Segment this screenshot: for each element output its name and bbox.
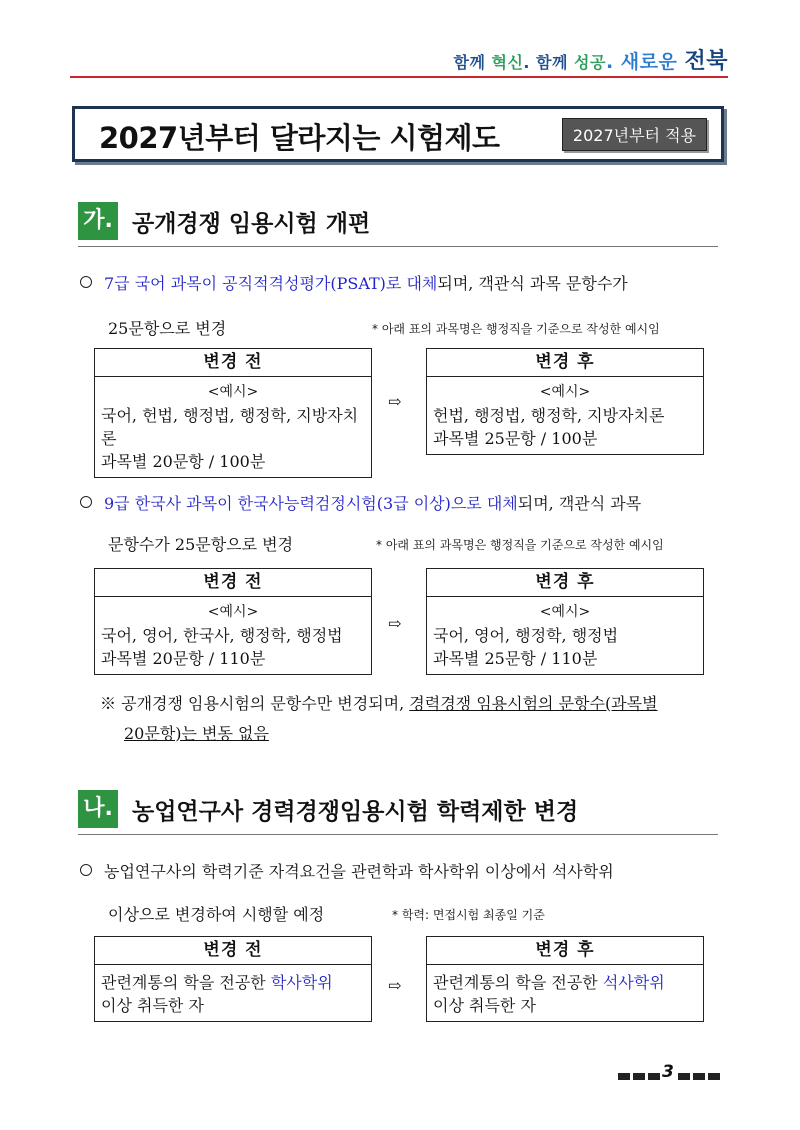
cell-text: 관련계통의 학을 전공한	[433, 973, 603, 992]
example-label: <예시>	[539, 604, 591, 620]
table-body	[427, 377, 703, 454]
bullet-item	[80, 274, 628, 294]
arrow-right-icon: ⇨	[388, 392, 402, 411]
section-heading-1	[78, 200, 718, 247]
table-body	[95, 597, 371, 674]
cell-text: 이상 취득한 자	[433, 996, 536, 1015]
highlight-text: 9급 한국사 과목이 한국사능력검정시험(3급 이상)으로 대체	[104, 494, 518, 513]
table-note: * 학력: 면접시험 최종일 기준	[392, 908, 545, 922]
count-text: 과목별 25문항 / 110분	[433, 649, 598, 668]
decor-bar	[708, 1073, 720, 1080]
section-badge: 가.	[78, 202, 118, 240]
decor-bar	[633, 1073, 645, 1080]
page-number: 3	[662, 1062, 674, 1082]
slogan-part: 혁신	[491, 53, 524, 72]
bullet-circle-icon	[80, 276, 92, 288]
example-label: <예시>	[539, 384, 591, 400]
decor-bar	[648, 1073, 660, 1080]
bullet-item	[80, 862, 614, 882]
table-note: * 아래 표의 과목명은 행정직을 기준으로 작성한 예시임	[376, 538, 664, 552]
highlight-text: 석사학위	[602, 973, 665, 992]
bullet-text: 되며, 객관식 과목	[517, 494, 642, 513]
footnote-continuation	[124, 720, 269, 748]
decor-bar	[693, 1073, 705, 1080]
title-box	[72, 106, 724, 162]
example-label: <예시>	[207, 604, 259, 620]
section-heading-2	[78, 788, 718, 835]
table-after	[426, 568, 704, 675]
header-slogan	[454, 44, 729, 75]
table-body	[427, 597, 703, 674]
table-note: * 아래 표의 과목명은 행정직을 기준으로 작성한 예시임	[372, 322, 660, 336]
slogan-part: 전북	[684, 49, 728, 74]
subjects-text: 국어, 헌법, 행정법, 행정학, 지방자치론	[101, 406, 359, 448]
cell-text: 관련계통의 학을 전공한	[101, 973, 271, 992]
decor-bar	[678, 1073, 690, 1080]
count-text: 과목별 20문항 / 100분	[101, 452, 266, 471]
example-label: <예시>	[207, 384, 259, 400]
bullet-circle-icon	[80, 864, 92, 876]
cell-text: 이상 취득한 자	[101, 996, 204, 1015]
table-after	[426, 348, 704, 455]
subjects-text: 헌법, 행정법, 행정학, 지방자치론	[433, 406, 665, 425]
bullet-continuation: 25문항으로 변경	[108, 319, 227, 338]
count-text: 과목별 20문항 / 110분	[101, 649, 266, 668]
count-text: 과목별 25문항 / 100분	[433, 429, 598, 448]
table-header: 변경 전	[95, 569, 371, 597]
footnote	[100, 690, 730, 718]
bullet-continuation: 문항수가 25문항으로 변경	[108, 535, 294, 554]
table-before	[94, 936, 372, 1022]
bullet-circle-icon	[80, 496, 92, 508]
table-after	[426, 936, 704, 1022]
bullet-text: 되며, 객관식 과목 문항수가	[437, 274, 628, 293]
section-title: 공개경쟁 임용시험 개편	[132, 211, 371, 237]
section-title: 농업연구사 경력경쟁임용시험 학력제한 변경	[132, 799, 579, 825]
slogan-part: . 함께	[523, 53, 575, 72]
section-badge: 나.	[78, 790, 118, 828]
table-body	[427, 965, 703, 1021]
slogan-part: 함께	[453, 53, 492, 72]
table-header: 변경 전	[95, 349, 371, 377]
title-badge: 2027년부터 적용	[562, 118, 707, 151]
reference-mark: ※	[100, 694, 117, 713]
table-header: 변경 후	[427, 349, 703, 377]
table-before	[94, 568, 372, 675]
arrow-right-icon: ⇨	[388, 976, 402, 995]
highlight-text: 학사학위	[270, 973, 333, 992]
arrow-right-icon: ⇨	[388, 614, 402, 633]
header-divider	[70, 76, 728, 78]
table-header: 변경 후	[427, 937, 703, 965]
table-header: 변경 전	[95, 937, 371, 965]
bullet-text: 농업연구사의 학력기준 자격요건을 관련학과 학사학위 이상에서 석사학위	[104, 862, 614, 881]
table-header: 변경 후	[427, 569, 703, 597]
bullet-continuation: 이상으로 변경하여 시행할 예정	[108, 905, 325, 924]
footnote-underlined: 경력경쟁 임용시험의 문항수(과목별	[409, 694, 658, 713]
footnote-underlined: 20문항)는 변동 없음	[124, 724, 269, 743]
bullet-item	[80, 494, 641, 514]
table-body	[95, 965, 371, 1021]
slogan-part: 성공	[574, 53, 606, 72]
footnote-text: 공개경쟁 임용시험의 문항수만 변경되며,	[121, 694, 410, 713]
table-body	[95, 377, 371, 477]
subjects-text: 국어, 영어, 행정학, 행정법	[433, 626, 619, 645]
decor-bar	[618, 1073, 630, 1080]
highlight-text: 7급 국어 과목이 공직적격성평가(PSAT)로 대체	[104, 274, 438, 293]
table-before	[94, 348, 372, 478]
subjects-text: 국어, 영어, 한국사, 행정학, 행정법	[101, 626, 343, 645]
page-title: 2027년부터 달라지는 시험제도	[99, 121, 500, 155]
slogan-part: . 새로운	[605, 51, 685, 73]
